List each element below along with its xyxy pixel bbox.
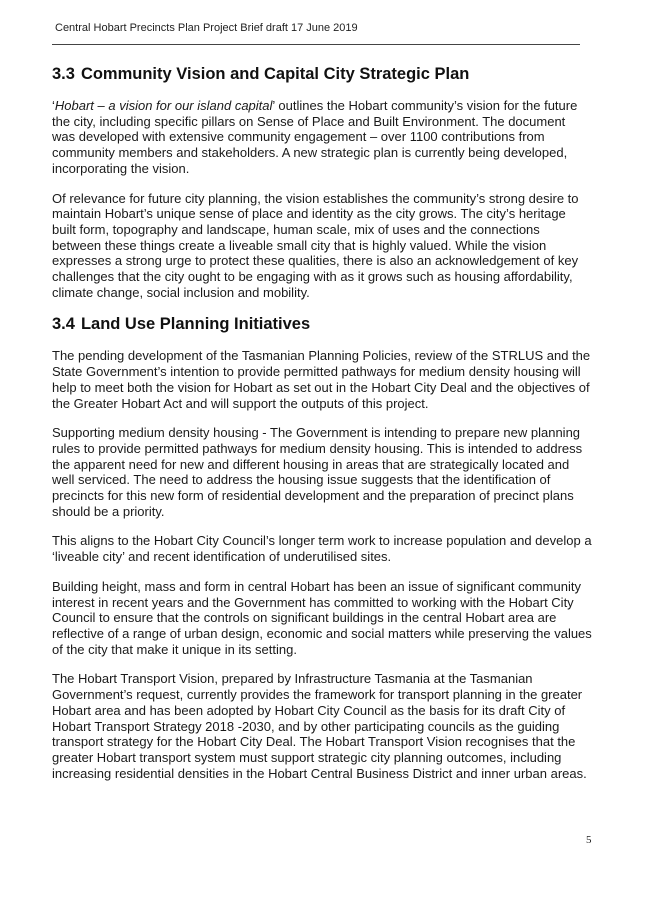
paragraph-medium-density-housing: Supporting medium density housing - The Government is intending to prepare new planning rules to provide permitted pathways for medium density housing. This is intended to address the apparent need for new and different housing in areas that are strategically located and well serviced. The need to address the housing issue suggests that the identification of precincts for this new form of residential development and the preparation of precinct plans should be a priority. (52, 425, 583, 519)
section-number: 3.4 (52, 315, 75, 334)
section-heading-3-4 (52, 313, 592, 335)
paragraph-planning-policies: The pending development of the Tasmanian Planning Policies, review of the STRLUS and the State Government’s intention to provide permitted pathways for medium density housing will help to meet both the vision for Hobart as set out in the Hobart City Deal and the objectives of the Greater Hobart Act and will support the outputs of this project. (52, 348, 591, 411)
paragraph-council-alignment: This aligns to the Hobart City Council’s longer term work to increase population and develop a ‘liveable city’ and recent identification of underutilised sites. (52, 533, 592, 565)
paragraph-transport-vision: The Hobart Transport Vision, prepared by Infrastructure Tasmania at the Tasmanian Government’s request, currently provides the framework for transport planning in the greater Hobart area and has been adopted by Hobart City Council as the basis for its draft City of Hobart Transport Strategy 2018 -2030, and by other participating councils as the guiding transport strategy for the Hobart City Deal. The Hobart Transport Vision recognises that the greater Hobart transport system must support strategic city planning outcomes, including increasing residential densities in the Hobart Central Business District and inner urban areas. (52, 671, 587, 781)
page-number: 5 (586, 834, 592, 846)
paragraph-text: ’ outlines the Hobart community’s vision for the future the city, including specific pillars on Sense of Place and Built Environment. The document was developed with extensive community engagement – over 1100 contributions from community members and stakeholders. A new strategic plan is currently being developed, incorporating the vision. (52, 98, 578, 176)
paragraph-vision-intro (52, 98, 592, 177)
section-heading-3-3 (52, 63, 592, 85)
section-title: Land Use Planning Initiatives (80, 315, 311, 334)
section-number: 3.3 (52, 65, 75, 83)
running-header: Central Hobart Precincts Plan Project Brief draft 17 June 2019 (55, 22, 358, 34)
header-divider (52, 44, 580, 45)
quote-mark: ‘ (52, 98, 55, 113)
section-title: Community Vision and Capital City Strategic Plan (80, 65, 470, 83)
paragraph-vision-relevance: Of relevance for future city planning, the vision establishes the community’s strong desire to maintain Hobart’s unique sense of place and identity as the city grows. The city’s heritage built form, topography and landscape, human scale, mix of uses and the connections between these things create a liveable small city that is highly valued. While the vision expresses a strong urge to protect these qualities, there is also an acknowledgement of key challenges that the city ought to be engaging with as it grows such as housing affordability, climate change, social inclusion and mobility. (52, 190, 579, 300)
document-title-italic: Hobart – a vision for our island capital (54, 98, 273, 113)
page-body (52, 63, 592, 781)
paragraph-building-height: Building height, mass and form in central Hobart has been an issue of significant community interest in recent years and the Government has committed to working with the Hobart City Council to ensure that the controls on significant buildings in the central Hobart area are reflective of a range of urban design, economic and social matters while preserving the values of the city that make it unique in its setting. (52, 578, 592, 657)
